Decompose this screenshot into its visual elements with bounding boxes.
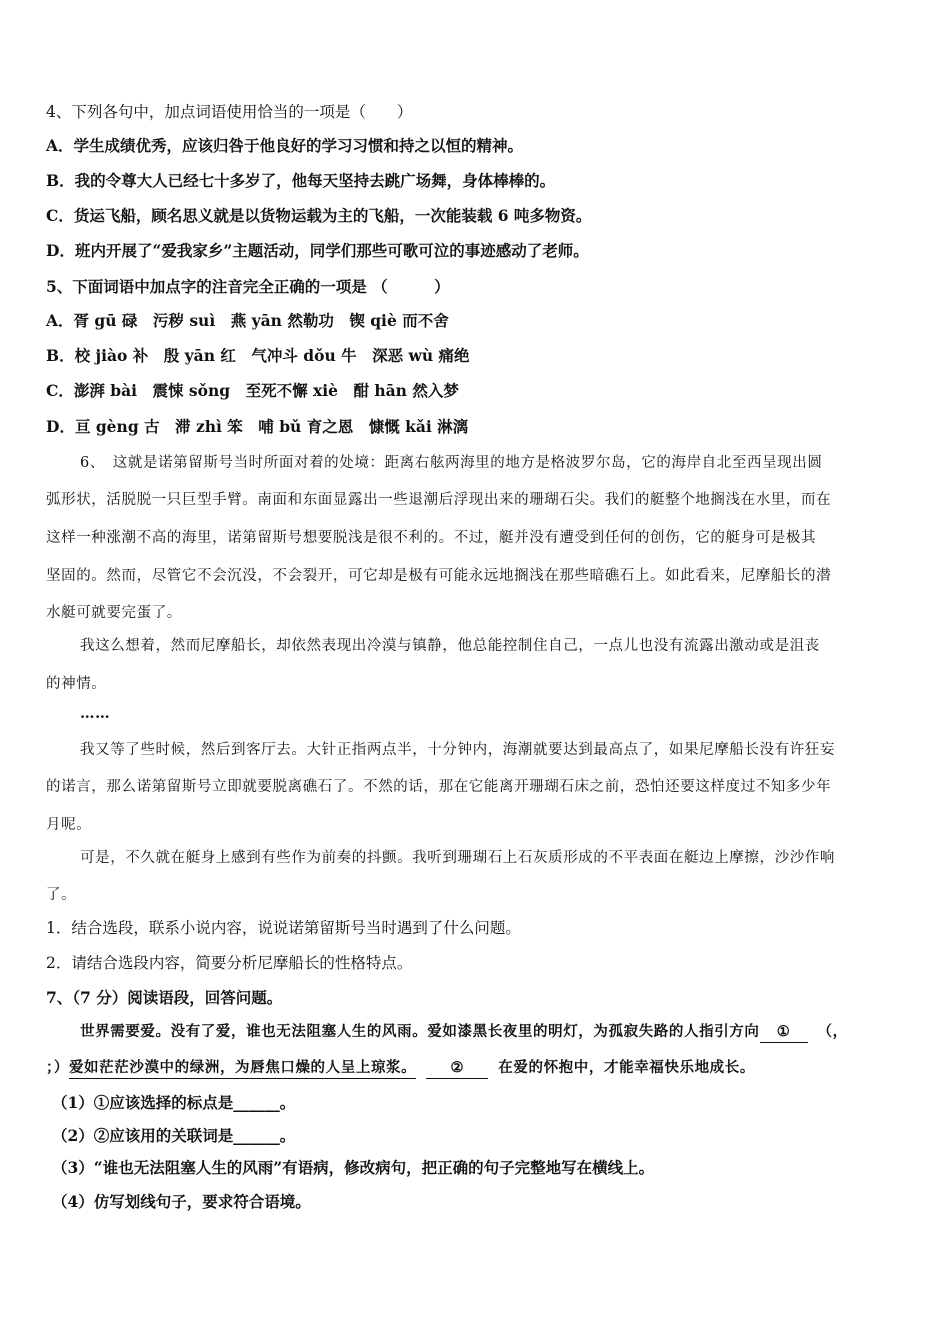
option-text: 我的令尊大人已经七十多岁了，他每天坚持去跳广场舞，身体棒棒的。 xyxy=(74,171,556,190)
q4-option-b xyxy=(46,171,555,191)
q5-option-a xyxy=(46,311,449,331)
q4-option-d xyxy=(46,241,589,261)
option-label: C． xyxy=(46,381,74,400)
q7-sub-question-3: （3）“谁也无法阻塞人生的风雨”有语病，修改病句，把正确的句子完整地写在横线上。 xyxy=(52,1158,655,1177)
q5-option-b xyxy=(46,346,470,366)
q7-passage-text-end: 在爱的怀抱中，才能幸福快乐地成长。 xyxy=(498,1059,755,1076)
q6-passage-line: 月呢。 xyxy=(46,817,92,833)
option-label: D． xyxy=(46,417,75,436)
option-text: 亘 gèng 古 滞 zhì 笨 哺 bǔ 育之恩 慷慨 kǎi 淋漓 xyxy=(74,417,469,436)
q4-option-c xyxy=(46,206,591,226)
option-text: 学生成绩优秀，应该归咎于他良好的学习习惯和持之以恒的精神。 xyxy=(73,136,524,155)
option-label: D． xyxy=(46,241,75,260)
q4-option-a xyxy=(46,136,523,156)
option-label: C． xyxy=(46,206,74,225)
q7-passage-line-2 xyxy=(46,1058,755,1079)
punctuation-options-close: ；） xyxy=(46,1059,69,1076)
option-label: B． xyxy=(46,171,75,190)
q7-sub-question-2: （2）②应该用的关联词是______。 xyxy=(52,1126,296,1145)
q6-passage-line: 了。 xyxy=(46,887,77,903)
q6-passage-line: 我又等了些时候，然后到客厅去。大针正指两点半，十分钟内，海潮就要达到最高点了，如果尼摩船长没有许狂妄 xyxy=(80,742,835,758)
q7-passage-line-1 xyxy=(80,1022,848,1043)
q7-passage-text: 世界需要爱。没有了爱，谁也无法阻塞人生的风雨。爱如漆黑长夜里的明灯，为孤寂失路的人指引方向 xyxy=(80,1023,760,1040)
punctuation-options-open: （， xyxy=(817,1023,848,1040)
option-label: A． xyxy=(46,136,74,155)
q6-passage-line: 可是，不久就在艇身上感到有些作为前奏的抖颤。我听到珊瑚石上石灰质形成的不平表面在艇边上摩擦，沙沙作响 xyxy=(80,850,835,866)
underlined-sentence: 爱如茫茫沙漠中的绿洲，为唇焦口燥的人呈上琼浆。 xyxy=(69,1058,416,1079)
q7-stem: 7、（7 分）阅读语段，回答问题。 xyxy=(46,988,283,1007)
q7-sub-question-4: （4）仿写划线句子，要求符合语境。 xyxy=(52,1192,311,1211)
q5-option-c xyxy=(46,381,459,401)
q6-question-2: 2．请结合选段内容，简要分析尼摩船长的性格特点。 xyxy=(46,954,413,972)
option-text: 班内开展了“爱我家乡”主题活动，同学们那些可歌可泣的事迹感动了老师。 xyxy=(74,241,589,260)
q6-passage-line: 弧形状，活脱脱一只巨型手臂。南面和东面显露出一些退潮后浮现出来的珊瑚石尖。我们的艇整个地搁浅在水里，而在 xyxy=(46,492,832,508)
q5-stem: 5、下面词语中加点字的注音完全正确的一项是 （ ） xyxy=(46,277,450,296)
q6-passage-line: 的神情。 xyxy=(46,676,107,692)
q6-passage-line: 6、 这就是诺第留斯号当时所面对着的处境：距离右舷两海里的地方是格波罗尔岛，它的海岸自北至西呈现出圆 xyxy=(80,455,823,471)
q7-sub-question-1: （1）①应该选择的标点是______。 xyxy=(52,1093,296,1112)
q5-option-d xyxy=(46,417,468,437)
option-label: B． xyxy=(46,346,75,365)
option-text: 胥 gū 碌 污秽 suì 燕 yān 然勒功 锲 qiè 而不舍 xyxy=(73,311,449,330)
q6-passage-line: 这样一种涨潮不高的海里，诺第留斯号想要脱浅是很不利的。不过，艇并没有遭受到任何的创伤，它的艇身可是极其 xyxy=(46,530,817,546)
q6-passage-line: 我这么想着，然而尼摩船长，却依然表现出冷漠与镇静，他总能控制住自己，一点儿也没有流露出激动或是沮丧 xyxy=(80,638,820,654)
q6-passage-line: 的诺言，那么诺第留斯号立即就要脱离礁石了。不然的话，那在它能离开珊瑚石床之前，恐怕还要这样度过不知多少年 xyxy=(46,779,832,795)
option-text: 校 jiào 补 殷 yān 红 气冲斗 dǒu 牛 深恶 wù 痛绝 xyxy=(74,346,470,365)
q6-passage-line: 坚固的。然而，尽管它不会沉没，不会裂开，可它却是极有可能永远地搁浅在那些暗礁石上。如此看来，尼摩船长的潜 xyxy=(46,568,832,584)
blank-2[interactable]: ② xyxy=(426,1058,488,1079)
option-text: 货运飞船，顾名思义就是以货物运载为主的飞船，一次能装载 6 吨多物资。 xyxy=(73,206,592,225)
q6-passage-line: 水艇可就要完蛋了。 xyxy=(46,605,182,621)
blank-1[interactable]: ① xyxy=(760,1022,808,1043)
q4-stem: 4、下列各句中，加点词语使用恰当的一项是（ ） xyxy=(46,103,413,121)
option-label: A． xyxy=(46,311,74,330)
q6-ellipsis: …… xyxy=(80,705,111,722)
q6-question-1: 1．结合选段，联系小说内容，说说诺第留斯号当时遇到了什么问题。 xyxy=(46,919,521,937)
option-text: 澎湃 bài 震悚 sǒng 至死不懈 xiè 酣 hān 然入梦 xyxy=(73,381,459,400)
